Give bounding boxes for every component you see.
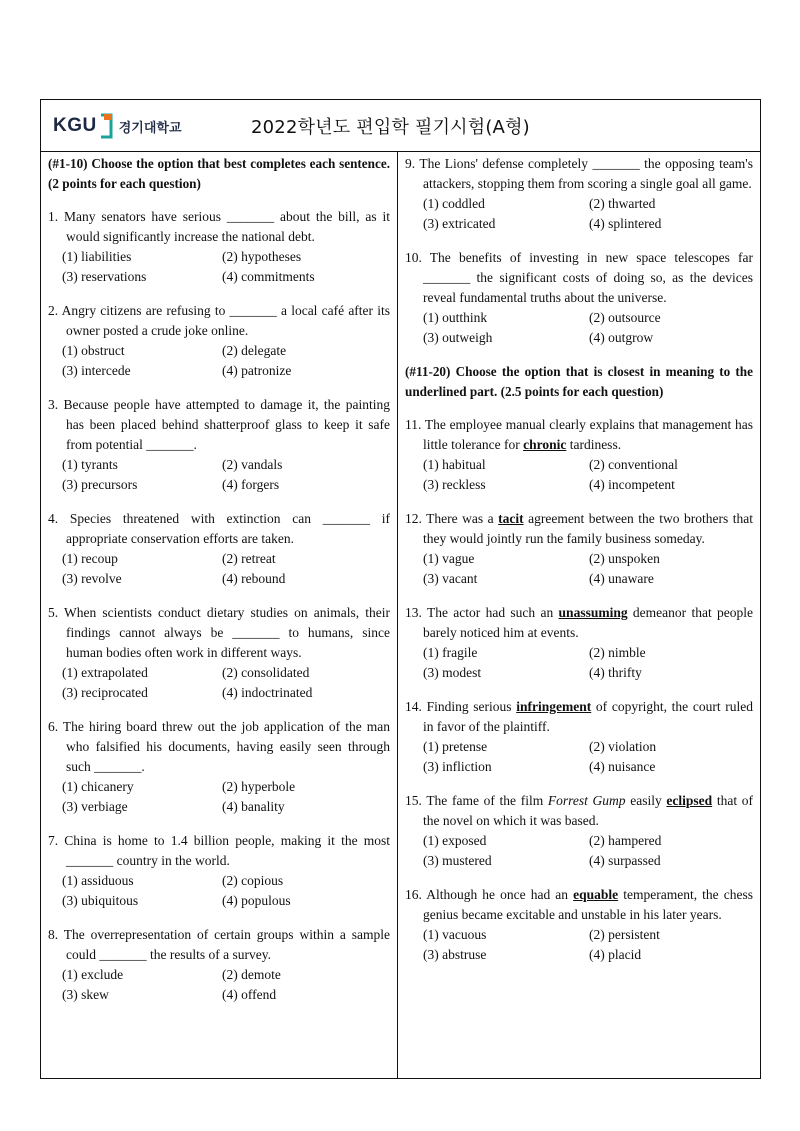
question-stem (48, 831, 390, 871)
answer-option: (1) habitual (423, 457, 486, 472)
exam-sheet (40, 99, 761, 1079)
question-number: 14. (405, 699, 422, 714)
question-text: Species threatened with extinction can _______ if appropriate conservation efforts are taken. (66, 511, 391, 546)
question-text: The benefits of investing in new space telescopes far _______ the significant costs of doing so, as the devices reveal fundamental truths about the universe. (423, 250, 753, 305)
question-item (405, 697, 753, 777)
question-stem (48, 207, 390, 247)
question-stem (405, 885, 753, 925)
question-text: China is home to 1.4 billion people, making it the most _______ country in the world. (64, 833, 390, 868)
answer-option: (4) populous (222, 893, 291, 908)
answer-option: (4) surpassed (589, 853, 661, 868)
question-number: 15. (405, 793, 422, 808)
answer-option: (1) exclude (62, 967, 124, 982)
italic-title: Forrest Gump (547, 793, 626, 808)
question-text: of copyright, the court ruled in favor of the plaintiff. (423, 699, 753, 734)
question-stem (405, 791, 753, 831)
logo-text: KGU (53, 115, 97, 136)
logo-mark-icon (99, 113, 113, 139)
answer-option: (2) violation (589, 739, 657, 754)
answer-option: (4) banality (222, 799, 285, 814)
answer-option: (3) abstruse (423, 947, 487, 962)
answer-option: (1) obstruct (62, 343, 125, 358)
answer-option: (3) mustered (423, 853, 492, 868)
answer-option: (3) revolve (62, 571, 122, 586)
answer-option: (3) infliction (423, 759, 492, 774)
question-stem (405, 154, 753, 194)
question-text: The hiring board threw out the job application of the man who falsified his documents, having easily seen through such _______. (62, 719, 390, 774)
part1-instruction: (#1-10) Choose the option that best completes each sentence. (2 points for each question) (48, 156, 390, 191)
question-text: The Lions' defense completely _______ the opposing team's attackers, stopping them from scoring a single goal all game. (419, 156, 753, 191)
question-text: tardiness. (566, 437, 622, 452)
answer-option: (3) skew (62, 987, 109, 1002)
question-stem (48, 925, 390, 965)
answer-option: (4) outgrow (589, 330, 654, 345)
answer-option: (3) reckless (423, 477, 486, 492)
answer-option: (4) splintered (589, 216, 662, 231)
right-column (398, 152, 760, 1078)
question-number: 8. (48, 927, 59, 942)
question-item (48, 831, 390, 911)
question-text: demeanor that people barely noticed him at events. (423, 605, 754, 640)
answer-options (405, 925, 753, 965)
answer-option: (4) thrifty (589, 665, 642, 680)
answer-option: (4) unaware (589, 571, 654, 586)
question-item (48, 207, 390, 287)
answer-options (405, 308, 753, 348)
answer-options (405, 194, 753, 234)
underlined-word: chronic (523, 437, 567, 452)
question-number: 5. (48, 605, 59, 620)
answer-option: (2) copious (222, 873, 284, 888)
underlined-word: eclipsed (666, 793, 713, 808)
answer-option: (2) hyperbole (222, 779, 296, 794)
question-text: Because people have attempted to damage it, the painting has been placed behind shatterproof glass to keep it safe from potential _______. (63, 397, 391, 452)
question-item (48, 301, 390, 381)
question-text: that of the novel on which it was based. (423, 793, 753, 828)
answer-options (405, 831, 753, 871)
answer-option: (4) nuisance (589, 759, 656, 774)
answer-option: (2) delegate (222, 343, 287, 358)
answer-option: (1) outthink (423, 310, 488, 325)
question-number: 10. (405, 250, 422, 265)
exam-header (41, 100, 760, 152)
answer-options (405, 549, 753, 589)
question-text: Although he once had an (426, 887, 574, 902)
question-text: The overrepresentation of certain groups within a sample could _______ the results of a survey. (63, 927, 390, 962)
answer-option: (1) tyrants (62, 457, 118, 472)
question-text: The actor had such an (426, 605, 559, 620)
answer-options (48, 663, 390, 703)
answer-option: (3) vacant (423, 571, 478, 586)
answer-option: (2) vandals (222, 457, 283, 472)
answer-options (405, 455, 753, 495)
question-text: temperament, the chess genius became excitable and unstable in his later years. (423, 887, 753, 922)
question-stem (405, 697, 753, 737)
question-number: 3. (48, 397, 59, 412)
answer-option: (4) placid (589, 947, 642, 962)
answer-option: (3) intercede (62, 363, 131, 378)
answer-option: (2) nimble (589, 645, 646, 660)
question-text: easily (625, 793, 667, 808)
question-stem (48, 717, 390, 777)
answer-option: (3) reciprocated (62, 685, 148, 700)
question-item (405, 791, 753, 871)
question-stem (405, 415, 753, 455)
question-stem (405, 509, 753, 549)
answer-option: (1) vacuous (423, 927, 487, 942)
question-text: Angry citizens are refusing to _______ a local café after its owner posted a crude joke online. (61, 303, 390, 338)
answer-option: (4) rebound (222, 571, 286, 586)
question-number: 11. (405, 417, 422, 432)
question-text: The employee manual clearly explains that management has little tolerance for (423, 417, 753, 452)
question-stem (48, 301, 390, 341)
underlined-word: tacit (498, 511, 524, 526)
question-text: Finding serious (426, 699, 517, 714)
question-number: 13. (405, 605, 422, 620)
question-stem (405, 248, 753, 308)
answer-option: (3) verbiage (62, 799, 128, 814)
question-number: 7. (48, 833, 59, 848)
underlined-word: equable (573, 887, 619, 902)
question-text: When scientists conduct dietary studies on animals, their findings cannot always be _______ to humans, since human bodies often work in different ways. (64, 605, 390, 660)
answer-option: (2) unspoken (589, 551, 660, 566)
answer-options (405, 737, 753, 777)
question-item (405, 603, 753, 683)
question-item (405, 248, 753, 348)
question-text: The fame of the film (426, 793, 548, 808)
answer-option: (2) persistent (589, 927, 660, 942)
answer-option: (2) hampered (589, 833, 662, 848)
question-item (405, 154, 753, 234)
answer-options (48, 455, 390, 495)
answer-option: (2) demote (222, 967, 281, 982)
answer-option: (3) precursors (62, 477, 138, 492)
question-item (48, 509, 390, 589)
answer-option: (1) chicanery (62, 779, 134, 794)
answer-options (48, 247, 390, 287)
answer-option: (4) indoctrinated (222, 685, 313, 700)
answer-option: (1) fragile (423, 645, 478, 660)
answer-option: (3) modest (423, 665, 482, 680)
answer-option: (4) forgers (222, 477, 280, 492)
answer-option: (4) patronize (222, 363, 292, 378)
part2-instruction: (#11-20) Choose the option that is closest in meaning to the underlined part. (2.5 points for each question) (405, 364, 753, 399)
question-text: agreement between the two brothers that they would jointly run the family business someday. (423, 511, 753, 546)
answer-option: (2) thwarted (589, 196, 656, 211)
answer-option: (1) exposed (423, 833, 487, 848)
answer-options (405, 643, 753, 683)
answer-option: (1) vague (423, 551, 475, 566)
question-number: 9. (405, 156, 416, 171)
answer-option: (3) outweigh (423, 330, 493, 345)
left-column (41, 152, 398, 1078)
question-number: 16. (405, 887, 422, 902)
question-number: 2. (48, 303, 59, 318)
answer-option: (1) pretense (423, 739, 488, 754)
question-number: 12. (405, 511, 422, 526)
question-item (405, 415, 753, 495)
question-item (48, 925, 390, 1005)
answer-option: (2) retreat (222, 551, 276, 566)
question-text: Many senators have serious _______ about the bill, as it would significantly increase the national debt. (63, 209, 390, 244)
answer-option: (2) hypotheses (222, 249, 302, 264)
exam-title: 2022학년도 편입학 필기시험(A형) (251, 117, 530, 138)
answer-option: (3) reservations (62, 269, 147, 284)
answer-options (48, 871, 390, 911)
question-number: 1. (48, 209, 59, 224)
question-stem (48, 395, 390, 455)
answer-option: (3) ubiquitous (62, 893, 139, 908)
answer-option: (3) extricated (423, 216, 496, 231)
answer-option: (1) coddled (423, 196, 485, 211)
question-stem (405, 603, 753, 643)
answer-option: (1) liabilities (62, 249, 132, 264)
question-item (405, 509, 753, 589)
answer-option: (4) commitments (222, 269, 315, 284)
answer-option: (2) consolidated (222, 665, 310, 680)
answer-options (48, 777, 390, 817)
answer-option: (1) recoup (62, 551, 118, 566)
answer-option: (2) conventional (589, 457, 678, 472)
answer-options (48, 965, 390, 1005)
answer-options (48, 549, 390, 589)
question-text: There was a (426, 511, 499, 526)
answer-option: (1) assiduous (62, 873, 134, 888)
answer-option: (1) extrapolated (62, 665, 148, 680)
question-item (48, 603, 390, 703)
question-number: 4. (48, 511, 59, 526)
answer-option: (4) offend (222, 987, 277, 1002)
question-item (48, 717, 390, 817)
logo-korean-name: 경기대학교 (118, 120, 182, 136)
question-stem (48, 603, 390, 663)
answer-option: (4) incompetent (589, 477, 675, 492)
answer-option: (2) outsource (589, 310, 661, 325)
answer-options (48, 341, 390, 381)
question-stem (48, 509, 390, 549)
underlined-word: unassuming (558, 605, 628, 620)
question-item (48, 395, 390, 495)
question-item (405, 885, 753, 965)
underlined-word: infringement (516, 699, 592, 714)
university-logo (53, 112, 182, 140)
question-number: 6. (48, 719, 59, 734)
